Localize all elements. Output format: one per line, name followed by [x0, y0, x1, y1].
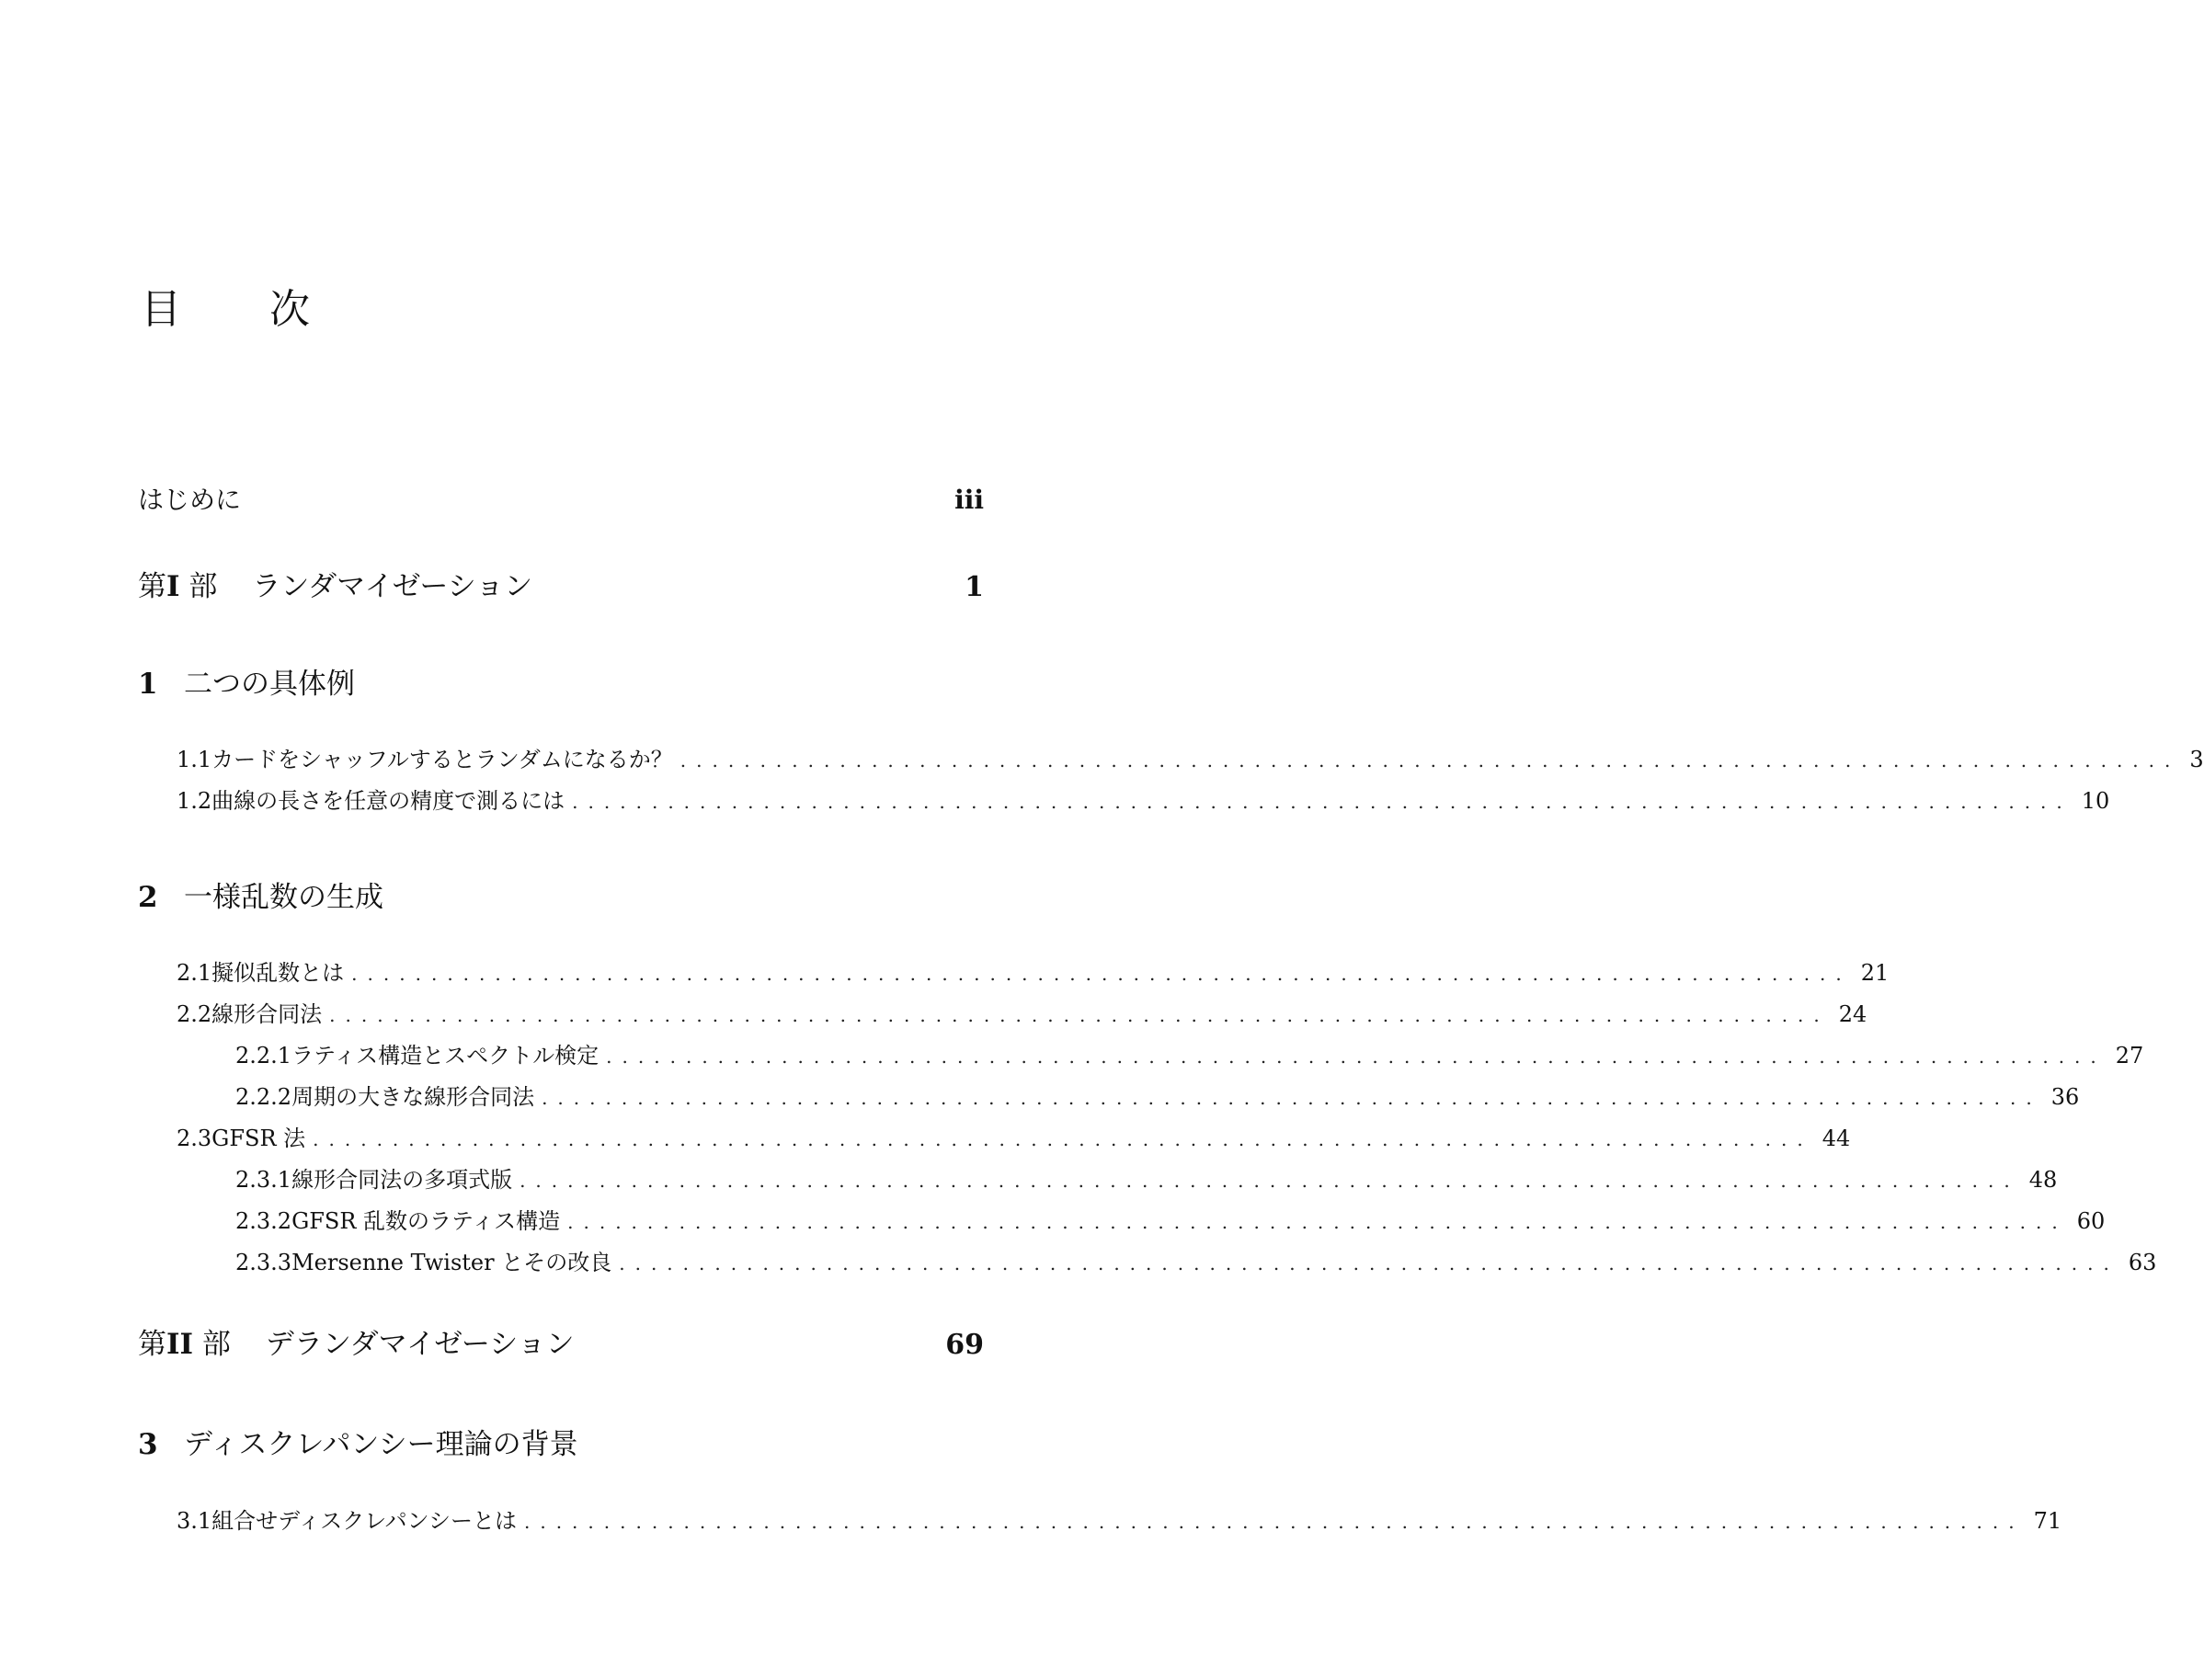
- toc-page: 71: [2033, 1508, 2062, 1534]
- toc-subsection-number: 2.3.3: [235, 1250, 292, 1275]
- toc-page: 63: [2128, 1250, 2157, 1275]
- toc-entry-section-3-1[interactable]: [138, 1503, 2062, 1535]
- toc-leader-dots: ..............................................................................................: [606, 1046, 2107, 1068]
- toc-leader-dots: ..............................................................................................: [520, 1170, 2020, 1192]
- toc-leader-dots: ..............................................................................................: [523, 1511, 2025, 1533]
- toc-page: 1: [965, 571, 984, 603]
- toc-entry-subsection-2-2-2[interactable]: [138, 1079, 2080, 1111]
- toc-title: デランダマイゼーション: [265, 1328, 575, 1361]
- toc-page: 3: [2189, 747, 2204, 772]
- toc-title: 線形合同法: [211, 1001, 323, 1027]
- toc-subsection-number: 2.2.1: [235, 1043, 292, 1069]
- toc-title: 二つの具体例: [184, 668, 355, 701]
- toc-section-number: 2.1: [177, 960, 212, 986]
- toc-entry-section-1-2[interactable]: [138, 783, 2110, 815]
- toc-page: 21: [1860, 960, 1890, 986]
- toc-title: 周期の大きな線形合同法: [291, 1084, 535, 1110]
- toc-part-number: 第II 部: [138, 1328, 231, 1361]
- toc-section-number: 2.3: [177, 1126, 212, 1151]
- toc-entry-chapter-2[interactable]: [138, 874, 984, 915]
- toc-title: GFSR 法: [211, 1126, 306, 1151]
- toc-title: 曲線の長さを任意の精度で測るには: [211, 788, 565, 814]
- toc-title: カードをシャッフルするとランダムになるか？: [211, 747, 673, 772]
- toc-title: 一様乱数の生成: [184, 881, 383, 914]
- toc-title: GFSR 乱数のラティス構造: [291, 1208, 561, 1234]
- toc-entry-section-2-1[interactable]: [138, 954, 1890, 987]
- toc-title: ラティス構造とスペクトル検定: [291, 1043, 600, 1069]
- toc-section-number: 1.2: [177, 788, 212, 814]
- toc-page: 36: [2050, 1084, 2080, 1110]
- toc-title: ディスクレパンシー理論の背景: [184, 1428, 578, 1461]
- toc-entry-section-1-1[interactable]: [138, 741, 2204, 773]
- toc-title: 擬似乱数とは: [211, 960, 345, 986]
- toc-part-number: 第I 部: [138, 570, 218, 603]
- toc-page: 10: [2081, 788, 2110, 814]
- toc-section-number: 2.2: [177, 1001, 212, 1027]
- toc-entry-part-1[interactable]: [138, 563, 984, 604]
- toc-leader-dots: ..............................................................................................: [313, 1128, 1813, 1150]
- toc-entry-section-2-3[interactable]: [138, 1120, 1851, 1152]
- toc-entry-chapter-1[interactable]: [138, 660, 984, 702]
- toc-page: 69: [945, 1329, 984, 1361]
- toc-leader-dots: ..............................................................................................: [679, 749, 2181, 771]
- toc-page: 27: [2115, 1043, 2144, 1069]
- page-title: 目 次: [141, 286, 334, 333]
- toc-entry-subsection-2-3-1[interactable]: [138, 1161, 2058, 1194]
- toc-page: iii: [954, 485, 984, 515]
- toc-subsection-number: 2.3.1: [235, 1167, 292, 1193]
- toc-title: Mersenne Twister とその改良: [291, 1250, 612, 1275]
- toc-title: はじめに: [138, 485, 242, 515]
- toc-subsection-number: 2.3.2: [235, 1208, 292, 1234]
- toc-chapter-number: 2: [138, 881, 158, 914]
- toc-page: 60: [2076, 1208, 2106, 1234]
- toc-leader-dots: ..............................................................................................: [351, 963, 1852, 985]
- toc-leader-dots: ..............................................................................................: [567, 1211, 2068, 1233]
- toc-section-number: 1.1: [177, 747, 212, 772]
- toc-title: 線形合同法の多項式版: [291, 1167, 513, 1193]
- toc-section-number: 3.1: [177, 1508, 212, 1534]
- toc-title: ランダマイゼーション: [252, 570, 533, 603]
- toc-subsection-number: 2.2.2: [235, 1084, 292, 1110]
- toc-entry-subsection-2-3-3[interactable]: [138, 1244, 2157, 1276]
- toc-entry-subsection-2-2-1[interactable]: [138, 1037, 2144, 1069]
- toc-entry-subsection-2-3-2[interactable]: [138, 1203, 2106, 1235]
- toc-title: 組合せディスクレパンシーとは: [211, 1508, 517, 1534]
- toc-page: 44: [1821, 1126, 1851, 1151]
- toc-entry-chapter-3[interactable]: [138, 1421, 984, 1462]
- toc-entry-part-2[interactable]: [138, 1320, 984, 1362]
- toc-leader-dots: ..............................................................................................: [329, 1004, 1830, 1026]
- toc-page: 24: [1838, 1001, 1867, 1027]
- toc-chapter-number: 3: [138, 1428, 158, 1461]
- toc-entry-section-2-2[interactable]: [138, 996, 1867, 1028]
- toc-chapter-number: 1: [138, 668, 158, 701]
- toc-leader-dots: ..............................................................................................: [619, 1252, 2119, 1274]
- toc-leader-dots: ..............................................................................................: [542, 1087, 2042, 1109]
- toc-page: 48: [2028, 1167, 2058, 1193]
- toc-entry-front[interactable]: [138, 480, 984, 517]
- toc-leader-dots: ..............................................................................................: [572, 791, 2073, 813]
